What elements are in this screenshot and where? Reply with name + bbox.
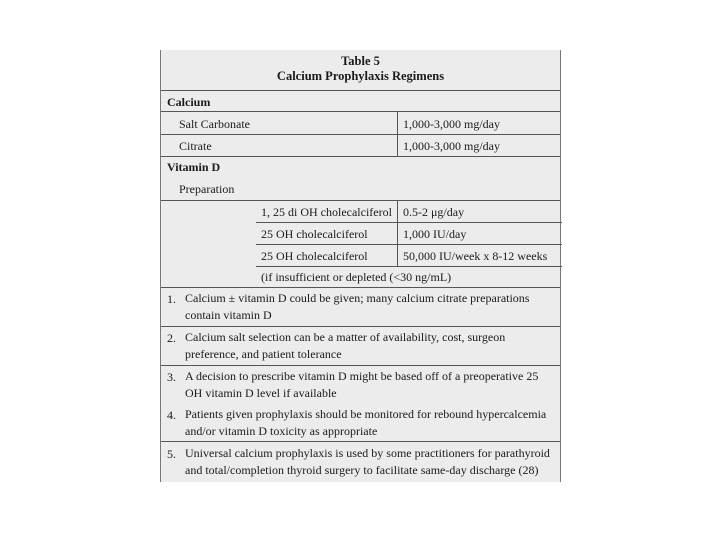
divider — [161, 365, 560, 366]
vitamin-d-row-label: 25 OH cholecalciferol — [261, 249, 368, 263]
vitamin-d-column-divider — [397, 200, 398, 266]
note-number: 3. — [167, 370, 176, 384]
table-title — [161, 54, 560, 84]
divider — [161, 326, 560, 327]
calcium-prophylaxis-table — [160, 50, 561, 482]
vitamin-d-row-label: 25 OH cholecalciferol — [261, 227, 368, 241]
note-number: 5. — [167, 447, 176, 461]
calcium-row-dose: 1,000-3,000 mg/day — [403, 117, 500, 131]
table-number: Table 5 — [341, 54, 380, 68]
note-number: 1. — [167, 292, 176, 306]
calcium-row-dose: 1,000-3,000 mg/day — [403, 139, 500, 153]
vitamin-d-heading: Vitamin D — [167, 160, 221, 174]
divider — [161, 441, 560, 442]
note-text: Calcium salt selection can be a matter of availability, cost, surgeon preference, and patient tolerance — [185, 330, 506, 361]
divider — [161, 134, 560, 135]
title-divider — [161, 90, 560, 91]
vitamin-d-row-dose: 0.5-2 μg/day — [403, 205, 465, 219]
divider — [161, 287, 560, 288]
note-text: Patients given prophylaxis should be monitored for rebound hypercalcemia and/or vitamin D toxicity as appropriate — [185, 407, 547, 438]
divider — [161, 156, 560, 157]
note-number: 2. — [167, 331, 176, 345]
divider — [161, 111, 560, 112]
vitamin-d-row-label: 1, 25 di OH cholecalciferol — [261, 205, 392, 219]
note-text: Universal calcium prophylaxis is used by some practitioners for parathyroid and total/completion thyroid surgery to facilitate same-day discharge (28) — [185, 446, 550, 477]
divider — [256, 244, 562, 245]
vitamin-d-row-dose: 1,000 IU/day — [403, 227, 467, 241]
divider — [256, 222, 562, 223]
calcium-column-divider — [397, 111, 398, 156]
calcium-heading: Calcium — [167, 95, 211, 109]
vitamin-d-row-dose: 50,000 IU/week x 8-12 weeks — [403, 249, 548, 263]
note-number: 4. — [167, 408, 176, 422]
table-caption: Calcium Prophylaxis Regimens — [276, 69, 445, 83]
divider — [256, 266, 562, 267]
vitamin-d-condition: (if insufficient or depleted (<30 ng/mL) — [261, 270, 452, 284]
note-text: A decision to prescribe vitamin D might be based off of a preoperative 25 OH vitamin D level if available — [185, 369, 539, 400]
divider — [161, 200, 560, 201]
note-text: Calcium ± vitamin D could be given; many calcium citrate preparations contain vitamin D — [185, 291, 530, 322]
calcium-row-label: Citrate — [179, 139, 212, 153]
preparation-subheading: Preparation — [179, 182, 235, 196]
calcium-row-label: Salt Carbonate — [179, 117, 250, 131]
